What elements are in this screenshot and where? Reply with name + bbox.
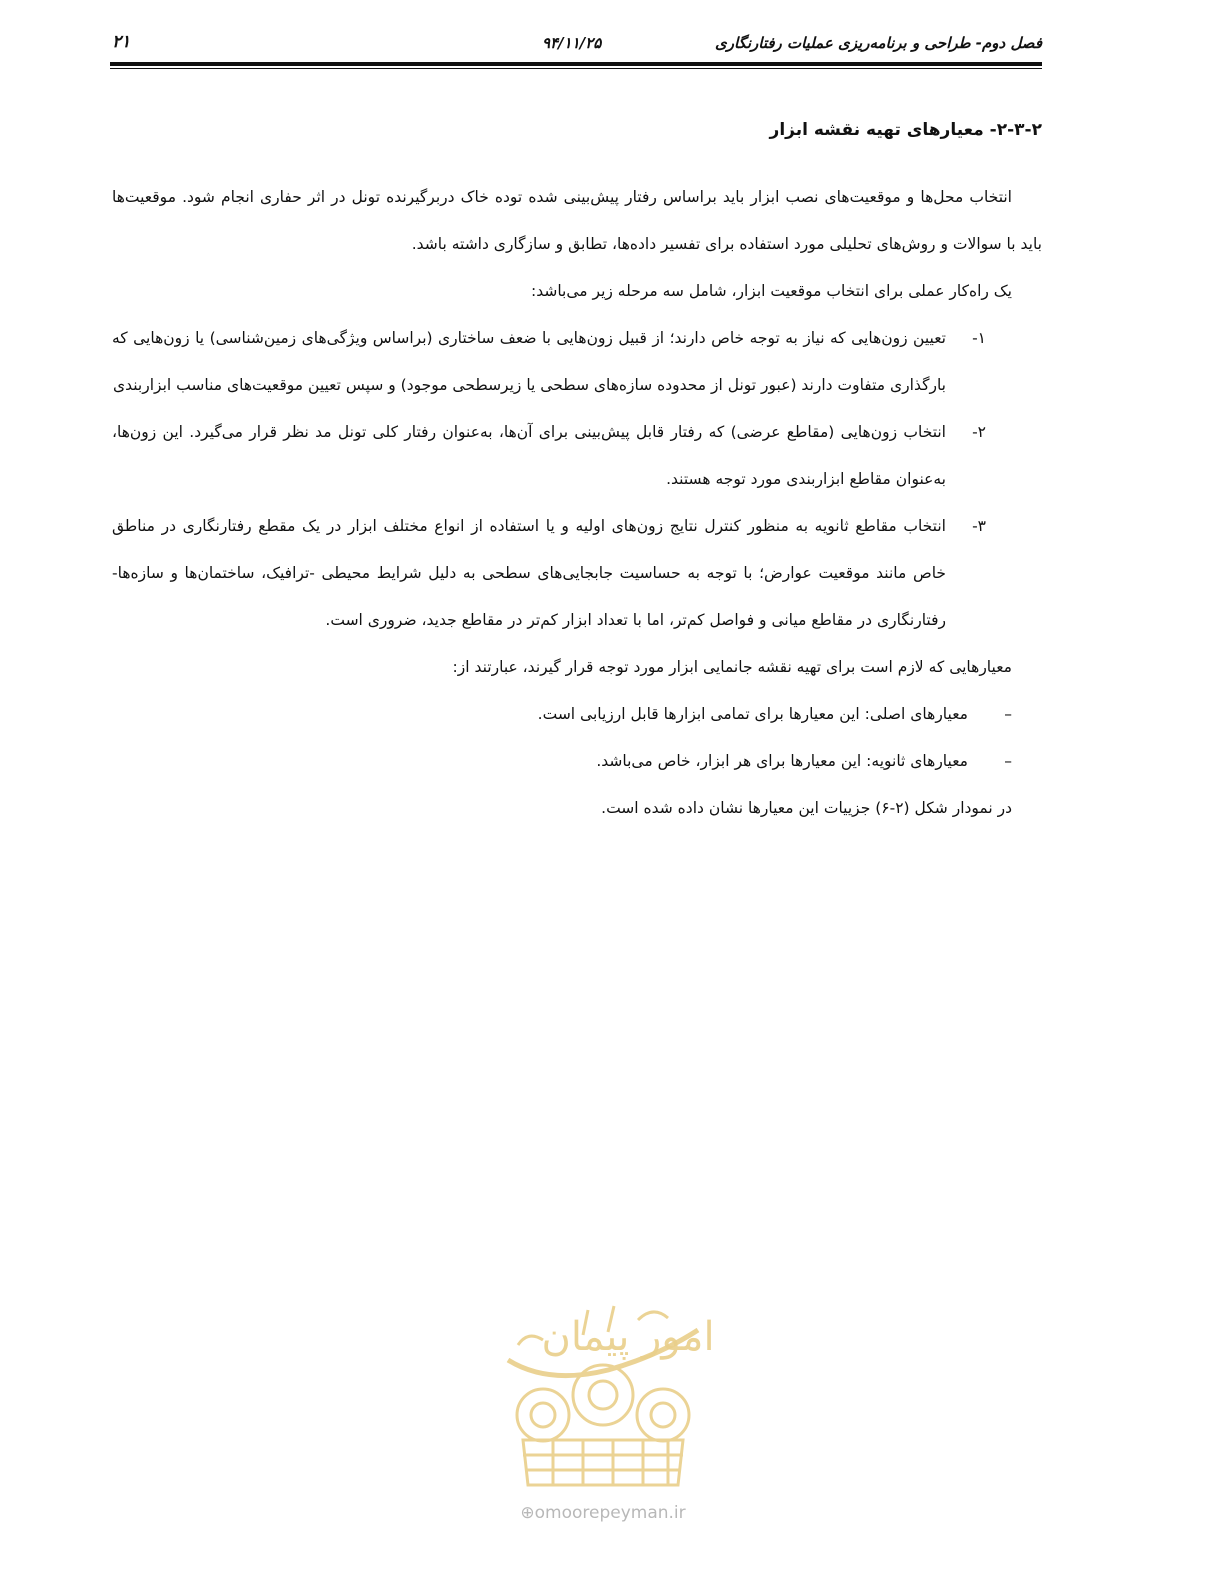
closing-paragraph: در نمودار شکل (۲-۶) جزییات این معیارها نشان داده شده است. [601,799,1012,817]
watermark-logo [488,1290,718,1495]
website-url: omoorepeyman.ir [534,1503,686,1523]
list-item [112,315,1042,409]
steps-intro: یک راه‌کار عملی برای انتخاب موقعیت ابزار، شامل سه مرحله زیر می‌باشد: [530,282,1012,300]
step-number: ۱- [972,329,986,347]
header-rule-thin [110,68,1042,69]
website-watermark [478,1503,728,1523]
steps-list [112,315,1042,644]
step-text: تعیین زون‌هایی که نیاز به توجه خاص دارند؛ از قبیل زون‌هایی با ضعف ساختاری (براساس ویژگی‌های زمین‌شناسی) یا زون‌هایی که بارگذاری متفاوت دارند (عبور تونل از محدوده سازه‌های سطحی یا زیرسطحی موجود) و سپس تعیین موقعیت‌های مناسب ابزاربندی [112,329,946,394]
section-title: ۲-۳-۲- معیارهای تهیه نقشه ابزار [769,120,1042,140]
criteria-text: معیارهای اصلی: این معیارها برای تمامی ابزارها قابل ارزیابی است. [537,705,968,723]
page-number: ۲۱ [112,32,131,52]
criteria-intro: معیارهایی که لازم است برای تهیه نقشه جانمایی ابزار مورد توجه قرار گیرند، عبارتند از: [452,658,1012,676]
globe-icon: ⊕ [520,1503,535,1523]
step-text: انتخاب مقاطع ثانویه به منظور کنترل نتایج زون‌های اولیه و یا استفاده از انواع مختلف ابزار در یک مقطع رفتارنگاری در مناطق خاص مانند موقعیت عوارض؛ با توجه به حساسیت جابجایی‌های سطحی به دلیل شرایط محیطی -ترافیک، ساختمان‌ها و سازه‌ها- رفتارنگاری در مقاطع میانی و فواصل کم‌تر، اما با تعداد ابزار کم‌تر در مقاطع جدید، ضروری است. [112,517,946,629]
list-item [112,691,1042,738]
body-content [112,110,1042,832]
dash-bullet: – [1004,752,1012,770]
list-item [112,409,1042,503]
intro-paragraph: انتخاب محل‌ها و موقعیت‌های نصب ابزار باید براساس رفتار پیش‌بینی شده توده خاک دربرگیرنده تونل در اثر حفاری انجام شود. موقعیت‌ها باید با سوالات و روش‌های تحلیلی مورد استفاده برای تفسیر داده‌ها، تطابق و سازگاری داشته باشد. [112,188,1042,253]
dash-bullet: – [1004,705,1012,723]
page-header [112,30,1042,60]
header-rule-thick [110,62,1042,66]
list-item [112,503,1042,644]
list-item [112,738,1042,785]
step-number: ۳- [972,517,986,535]
step-number: ۲- [972,423,986,441]
chapter-title: فصل دوم- طراحی و برنامه‌ریزی عملیات رفتارنگاری [715,34,1042,52]
criteria-text: معیارهای ثانویه: این معیارها برای هر ابزار، خاص می‌باشد. [596,752,968,770]
step-text: انتخاب زون‌هایی (مقاطع عرضی) که رفتار قابل پیش‌بینی برای آن‌ها، به‌عنوان رفتار کلی تونل مد نظر قرار می‌گیرد. این زون‌ها، به‌عنوان مقاطع ابزاربندی مورد توجه هستند. [112,423,946,488]
header-date: ۹۴/۱۱/۲۵ [542,34,602,52]
logo-lettering: امور پیمان [541,1314,715,1360]
criteria-list [112,691,1042,785]
